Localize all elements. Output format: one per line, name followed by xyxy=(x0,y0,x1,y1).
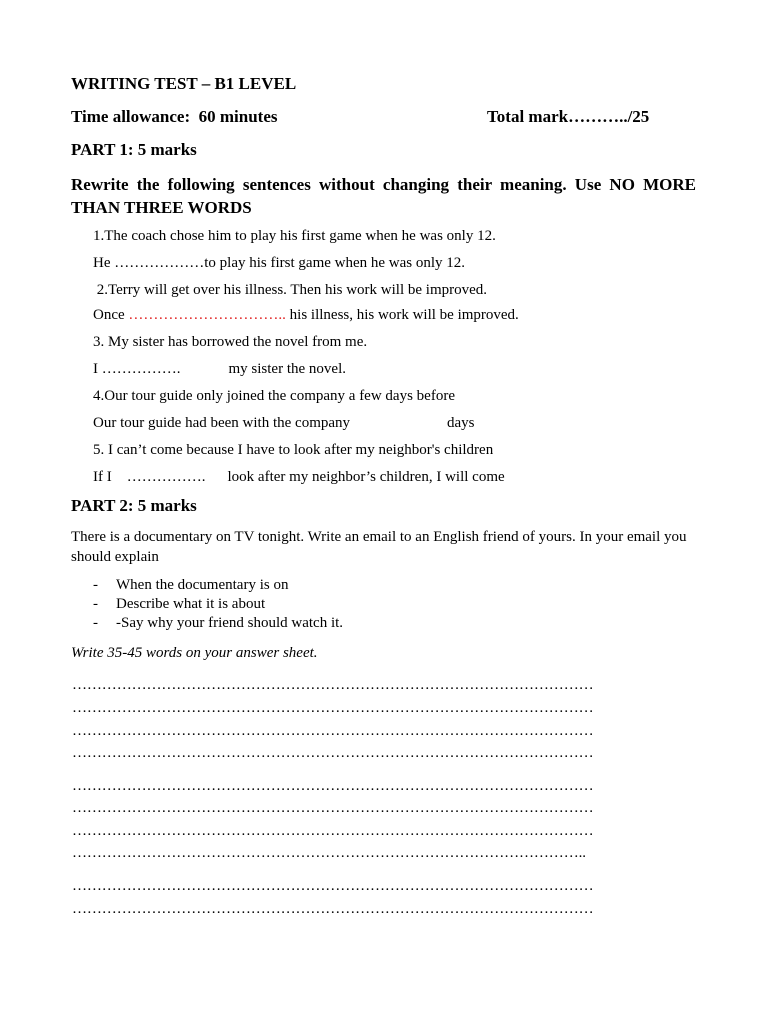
test-title: WRITING TEST – B1 LEVEL xyxy=(71,74,297,93)
item5-prompt xyxy=(93,469,505,486)
item2-prompt-start: Once xyxy=(93,307,125,323)
part2-task: There is a documentary on TV tonight. Write an email to an English friend of yours. In your email you should explain xyxy=(71,529,687,565)
item5-prompt-end: look after my neighbor’s children, I will come xyxy=(227,469,505,485)
answer-line: …………………………………………………………………………………………… xyxy=(72,823,594,839)
item3-prompt xyxy=(93,361,346,378)
answer-line: ………………………………………………………………………………………….. xyxy=(72,845,586,861)
item4-prompt-start: Our tour guide had been with the company xyxy=(93,415,351,431)
bullet-dash: - xyxy=(93,615,98,631)
bullet-text: -Say why your friend should watch it. xyxy=(116,615,344,631)
total-mark: Total mark………../25 xyxy=(487,107,650,126)
bullet-item xyxy=(93,615,343,632)
item5-sentence: 5. I can’t come because I have to look after my neighbor's children xyxy=(93,442,494,458)
answer-line: …………………………………………………………………………………………… xyxy=(72,723,594,739)
answer-line: …………………………………………………………………………………………… xyxy=(72,901,594,917)
item2-prompt xyxy=(93,307,519,324)
time-allowance: Time allowance: 60 minutes xyxy=(71,107,278,126)
item3-sentence: 3. My sister has borrowed the novel from me. xyxy=(93,334,368,350)
bullet-item xyxy=(93,577,288,594)
item1-prompt-end: to play his first game when he was only 12. xyxy=(204,255,466,271)
item1-prompt xyxy=(93,255,465,272)
answer-line: …………………………………………………………………………………………… xyxy=(72,878,594,894)
bullet-text: Describe what it is about xyxy=(116,596,266,612)
item3-prompt-end: my sister the novel. xyxy=(228,361,346,377)
bullet-dash: - xyxy=(93,577,98,593)
item2-answer-dots: ………………………….. xyxy=(128,307,286,323)
bullet-item xyxy=(93,596,265,613)
item4-prompt xyxy=(93,415,475,432)
item2-sentence: 2.Terry will get over his illness. Then his work will be improved. xyxy=(93,282,488,298)
item1-sentence: 1.The coach chose him to play his first game when he was only 12. xyxy=(93,228,496,244)
answer-line: …………………………………………………………………………………………… xyxy=(72,677,594,693)
answer-line: …………………………………………………………………………………………… xyxy=(72,745,594,761)
part1-heading: PART 1: 5 marks xyxy=(71,140,197,159)
part1-instruction: Rewrite the following sentences without changing their meaning. Use NO MORE THAN THREE WORDS xyxy=(71,175,696,217)
answer-line: …………………………………………………………………………………………… xyxy=(72,800,594,816)
part2-heading: PART 2: 5 marks xyxy=(71,496,197,515)
item4-sentence: 4.Our tour guide only joined the company a few days before xyxy=(93,388,455,404)
answer-line: …………………………………………………………………………………………… xyxy=(72,700,594,716)
word-limit-note: Write 35-45 words on your answer sheet. xyxy=(71,645,318,661)
item2-prompt-end: his illness, his work will be improved. xyxy=(289,307,519,323)
answer-line: …………………………………………………………………………………………… xyxy=(72,778,594,794)
item5-prompt-start: If I ……………. xyxy=(93,469,206,485)
item4-prompt-end: days xyxy=(447,415,475,431)
item1-prompt-start: He ……………… xyxy=(93,255,205,271)
bullet-text: When the documentary is on xyxy=(116,577,289,593)
item3-prompt-start: I ……………. xyxy=(93,361,181,377)
bullet-dash: - xyxy=(93,596,98,612)
